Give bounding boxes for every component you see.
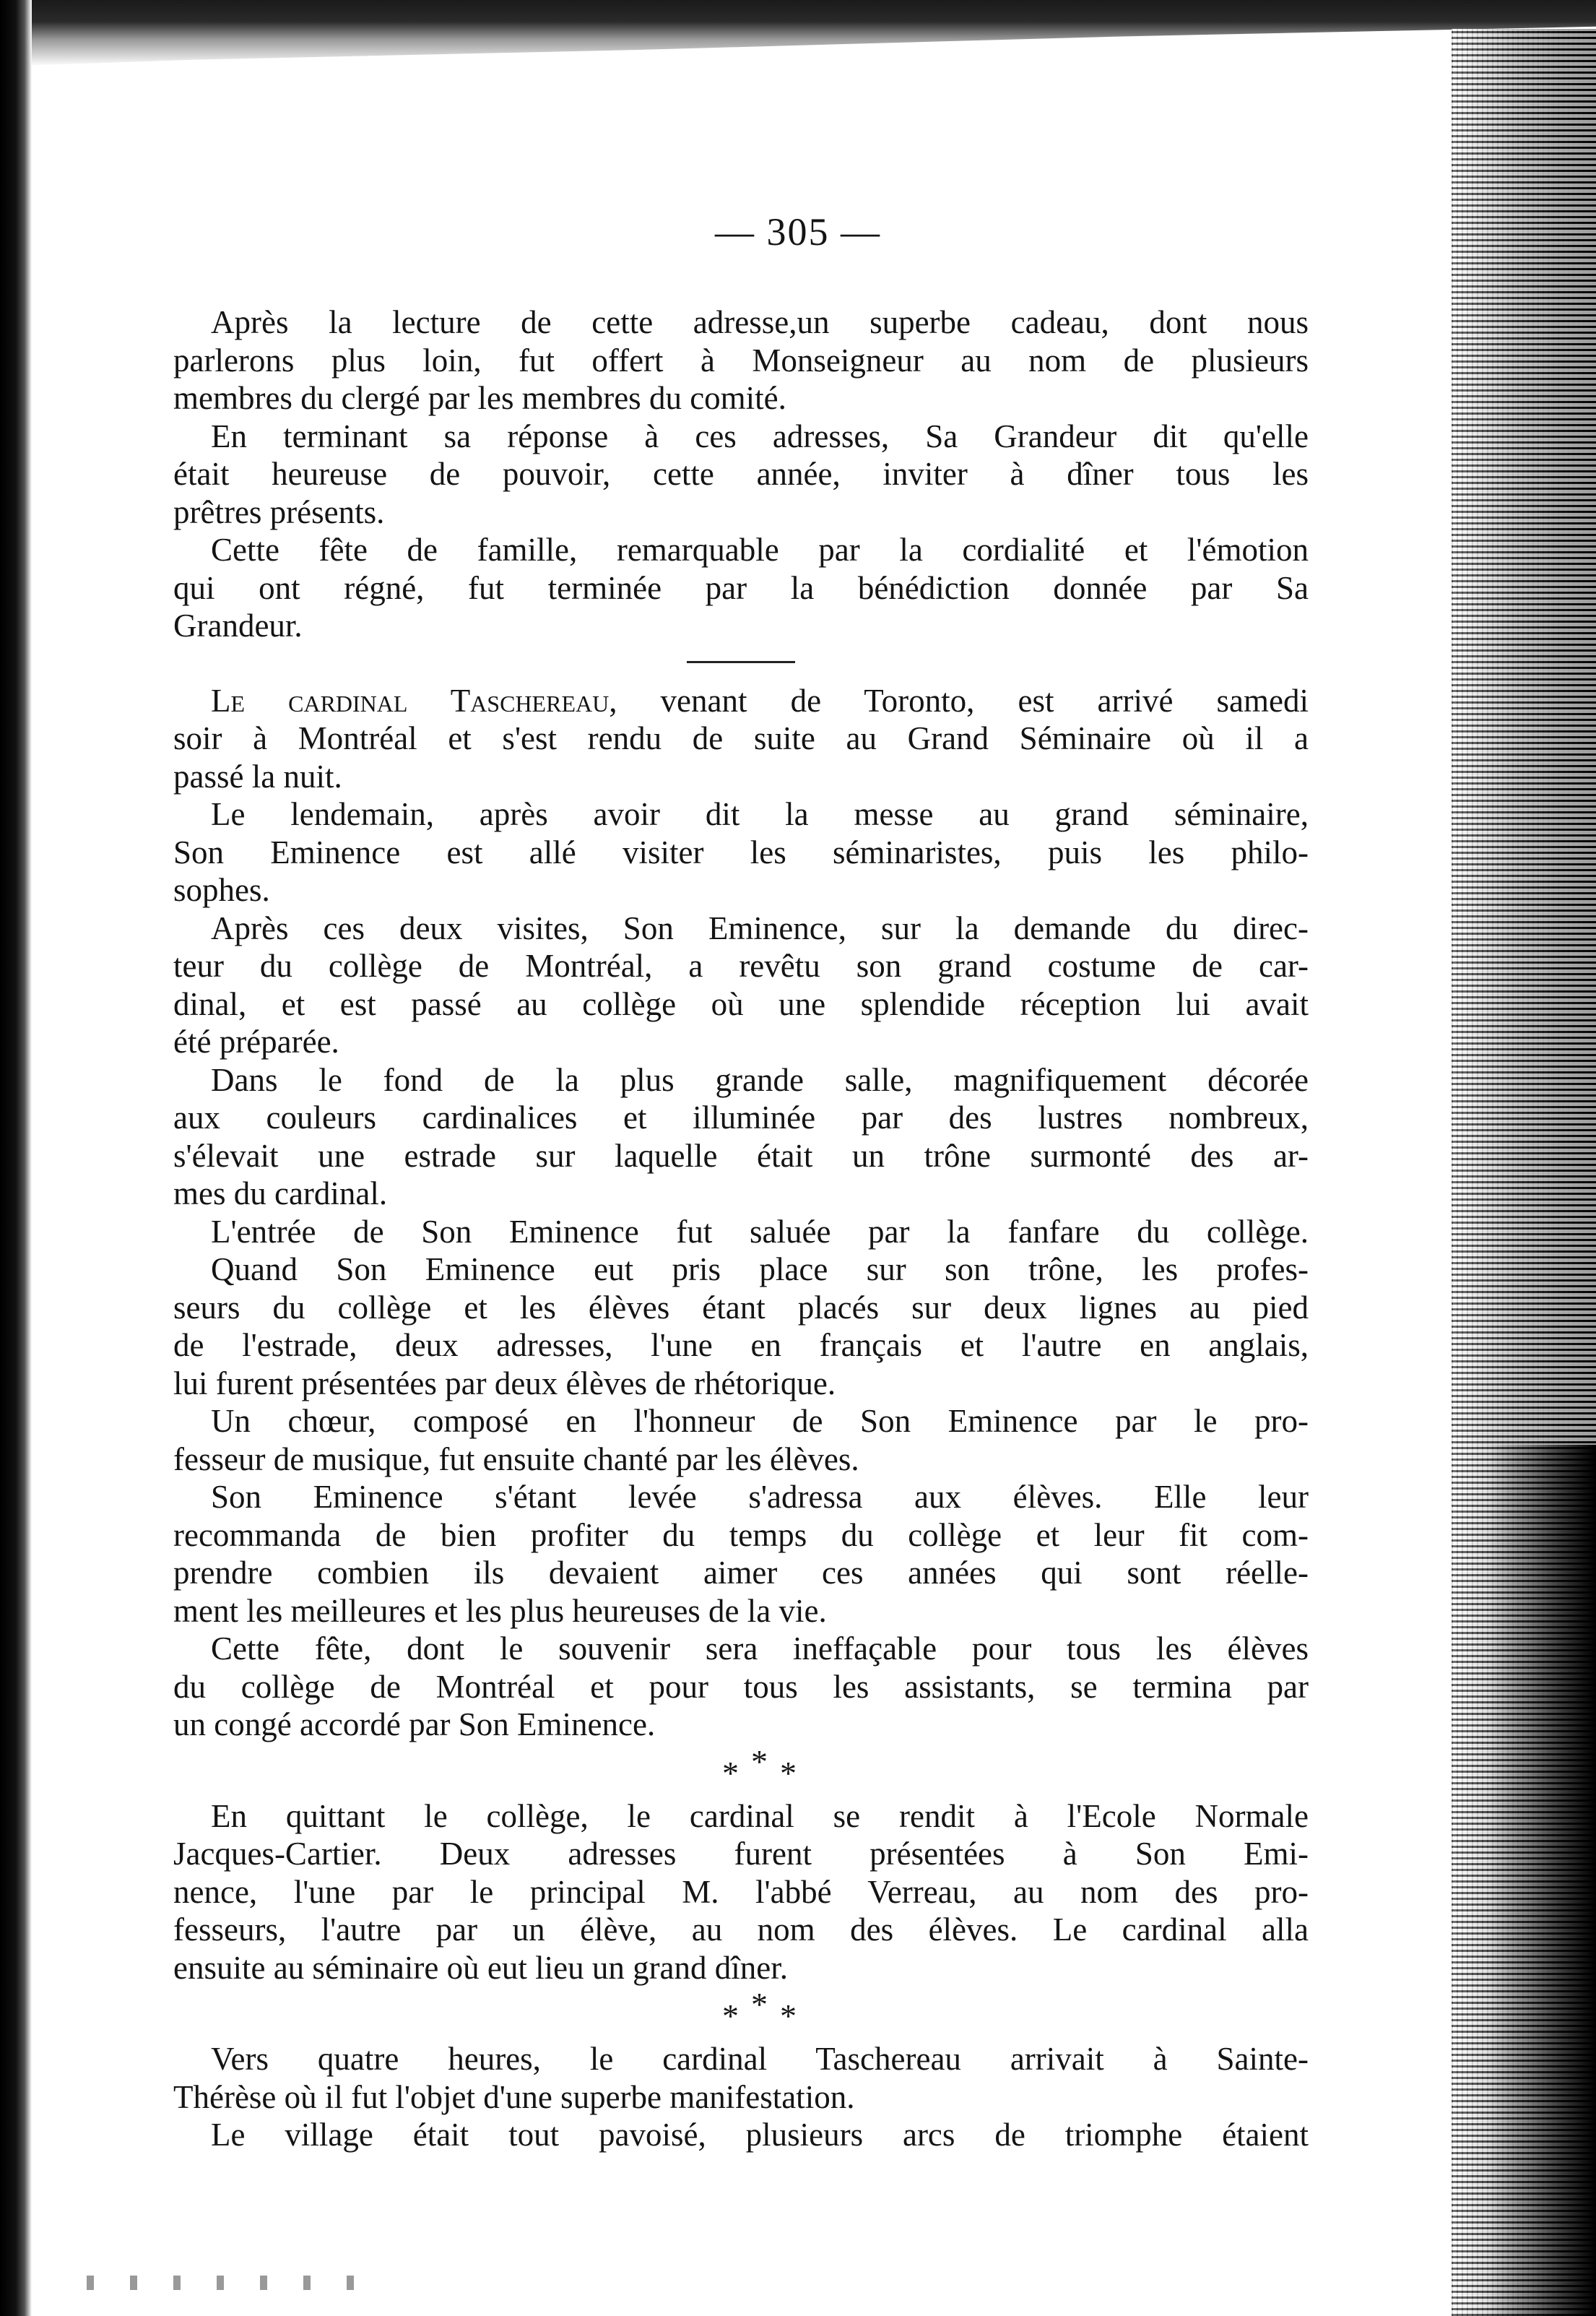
- text-line: Un chœur, composé en l'honneur de Son Eminence par le pro-: [211, 1403, 1309, 1439]
- paragraph-3: [173, 531, 1309, 645]
- text-line: [173, 682, 1309, 720]
- text-line: lui furent présentées par deux élèves de rhétorique.: [173, 1365, 836, 1401]
- asterism-separator: [173, 1742, 1309, 1793]
- text-line: Vers quatre heures, le cardinal Taschereau arrivait à Sainte-: [211, 2041, 1309, 2077]
- page-body: [173, 303, 1309, 2154]
- scan-bottom-specks: [87, 2276, 376, 2290]
- section-divider-rule: [687, 661, 795, 663]
- lead-name: Le cardinal Taschereau: [211, 682, 610, 719]
- paragraph-14: [173, 2040, 1309, 2116]
- text-line: été préparée.: [173, 1024, 339, 1060]
- text-line: L'entrée de Son Eminence fut saluée par la fanfare du collège.: [211, 1213, 1309, 1250]
- text-line: Son Eminence est allé visiter les séminaristes, puis les philo-: [173, 834, 1309, 870]
- text-line: était heureuse de pouvoir, cette année, inviter à dîner tous les: [173, 456, 1309, 492]
- asterism-star: *: [722, 1997, 739, 2034]
- text-line: ment les meilleures et les plus heureuses de la vie.: [173, 1592, 827, 1629]
- paragraph-6: [173, 909, 1309, 1061]
- text-line: de l'estrade, deux adresses, l'une en français et l'autre en anglais,: [173, 1327, 1309, 1363]
- text-line: fesseur de musique, fut ensuite chanté par les élèves.: [173, 1440, 859, 1477]
- text-line: teur du collège de Montréal, a revêtu son grand costume de car-: [173, 948, 1309, 984]
- text-line: dinal, et est passé au collège où une splendide réception lui avait: [173, 985, 1309, 1022]
- text-line: Quand Son Eminence eut pris place sur son trône, les profes-: [211, 1251, 1309, 1287]
- text-line: Jacques-Cartier. Deux adresses furent présentées à Son Emi-: [173, 1836, 1309, 1872]
- asterism-star: *: [780, 1754, 797, 1792]
- paragraph-10: [173, 1402, 1309, 1478]
- text-line: parlerons plus loin, fut offert à Monseigneur au nom de plusieurs: [173, 342, 1309, 379]
- scan-left-border: [0, 0, 32, 2316]
- paragraph-15: [173, 2116, 1309, 2154]
- text-line: passé la nuit.: [173, 758, 342, 795]
- text-line: Cette fête, dont le souvenir sera ineffaçable pour tous les élèves: [211, 1630, 1309, 1667]
- text-line: nence, l'une par le principal M. l'abbé Verreau, au nom des pro-: [173, 1873, 1309, 1910]
- asterism-star: *: [780, 1997, 797, 2034]
- paragraph-4: [173, 682, 1309, 796]
- paragraph-11: [173, 1478, 1309, 1630]
- text-line: aux couleurs cardinalices et illuminée par des lustres nombreux,: [173, 1099, 1309, 1136]
- text-line: prendre combien ils devaient aimer ces années qui sont réelle-: [173, 1555, 1309, 1591]
- text-line: un congé accordé par Son Eminence.: [173, 1706, 656, 1742]
- text-line: prêtres présents.: [173, 493, 385, 530]
- paragraph-9: [173, 1250, 1309, 1402]
- paragraph-2: [173, 418, 1309, 532]
- text-line: qui ont régné, fut terminée par la bénédiction donnée par Sa: [173, 569, 1309, 606]
- text-line: Grandeur.: [173, 608, 303, 644]
- text-line: Son Eminence s'étant levée s'adressa aux élèves. Elle leur: [211, 1479, 1309, 1515]
- text-line: sophes.: [173, 872, 270, 908]
- text-line: fesseurs, l'autre par un élève, au nom des élèves. Le cardinal alla: [173, 1911, 1309, 1948]
- scan-top-border: [0, 0, 1596, 66]
- lead-continuation: , venant de Toronto, est arrivé samedi: [609, 682, 1309, 719]
- paragraph-1: [173, 303, 1309, 418]
- text-line: s'élevait une estrade sur laquelle était un trône surmonté des ar-: [173, 1137, 1309, 1174]
- text-line: du collège de Montréal et pour tous les assistants, se termina par: [173, 1668, 1309, 1705]
- asterism-star: *: [751, 1742, 768, 1780]
- paragraph-8: [173, 1213, 1309, 1251]
- text-line: En terminant sa réponse à ces adresses, Sa Grandeur dit qu'elle: [211, 418, 1309, 454]
- text-line: soir à Montréal et s'est rendu de suite au Grand Séminaire où il a: [173, 720, 1309, 756]
- text-line: En quittant le collège, le cardinal se rendit à l'Ecole Normale: [211, 1797, 1309, 1834]
- asterism-star: *: [722, 1754, 739, 1792]
- text-line: Après ces deux visites, Son Eminence, sur la demande du direc-: [211, 909, 1309, 946]
- text-line: Dans le fond de la plus grande salle, magnifiquement décorée: [211, 1061, 1309, 1098]
- asterism-separator: [173, 1986, 1309, 2036]
- text-line: ensuite au séminaire où eut lieu un grand dîner.: [173, 1949, 789, 1986]
- asterism-star: *: [751, 1986, 768, 2023]
- text-line: seurs du collège et les élèves étant placés sur deux lignes au pied: [173, 1289, 1309, 1326]
- text-line: Le village était tout pavoisé, plusieurs arcs de triomphe étaient: [211, 2117, 1309, 2153]
- text-line: recommanda de bien profiter du temps du collège et leur fit com-: [173, 1516, 1309, 1553]
- paragraph-5: [173, 795, 1309, 909]
- text-line: membres du clergé par les membres du comité.: [173, 380, 786, 416]
- text-line: Cette fête de famille, remarquable par la cordialité et l'émotion: [211, 532, 1309, 568]
- scan-right-shadow: [1488, 1445, 1596, 2316]
- paragraph-13: [173, 1797, 1309, 1987]
- paragraph-7: [173, 1061, 1309, 1213]
- text-line: mes du cardinal.: [173, 1175, 388, 1211]
- text-line: Le lendemain, après avoir dit la messe au grand séminaire,: [211, 796, 1309, 832]
- page-number: — 305 —: [715, 210, 881, 254]
- text-line: Après la lecture de cette adresse,un superbe cadeau, dont nous: [211, 304, 1309, 340]
- text-line: Thérèse où il fut l'objet d'une superbe manifestation.: [173, 2078, 855, 2115]
- paragraph-12: [173, 1630, 1309, 1744]
